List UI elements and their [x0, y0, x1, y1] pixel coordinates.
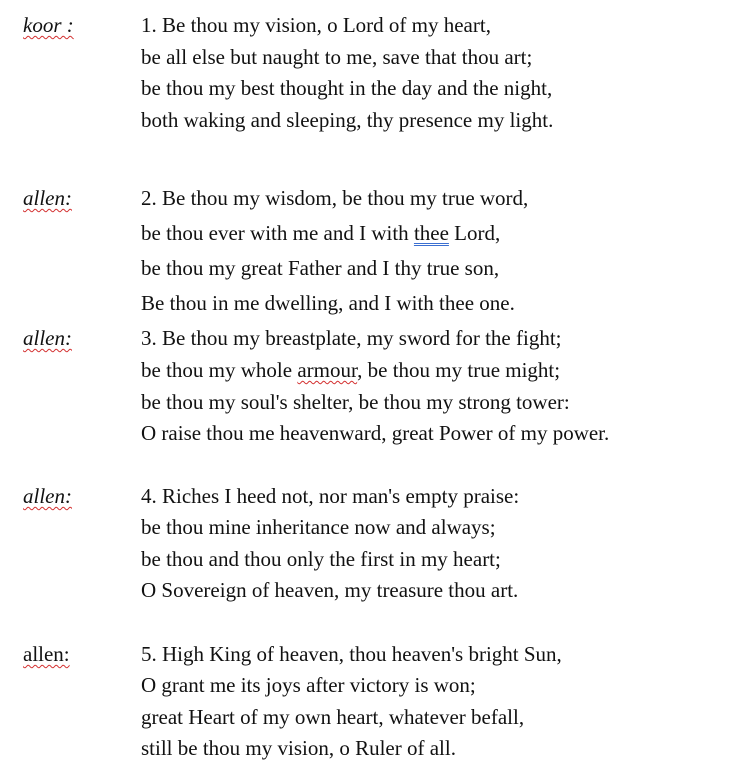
stanza-1-line-2: be all else but naught to me, save that thou art; — [141, 45, 533, 69]
stanza-5-line-4: still be thou my vision, o Ruler of all. — [141, 736, 456, 760]
stanza-5-label: allen: — [23, 642, 70, 666]
grammar-flagged-word[interactable]: thee — [413, 221, 449, 245]
stanza-4-label: allen: — [23, 484, 72, 508]
text-segment: Lord, — [448, 221, 501, 245]
stanza-3-line-2 — [141, 359, 560, 381]
stanza-3-line-4: O raise thou me heavenward, great Power of my power. — [141, 421, 610, 445]
stanza-4-line-3: be thou and thou only the first in my heart; — [141, 547, 501, 571]
stanza-2-line-4: Be thou in me dwelling, and I with thee one. — [141, 291, 515, 315]
spelling-flagged-word[interactable]: armour — [297, 358, 358, 382]
text-segment: , be thou my true might; — [357, 358, 561, 382]
stanza-4-line-2: be thou mine inheritance now and always; — [141, 515, 496, 539]
stanza-5-line-3: great Heart of my own heart, whatever befall, — [141, 705, 525, 729]
stanza-4-line-4: O Sovereign of heaven, my treasure thou art. — [141, 578, 519, 602]
stanza-3-label: allen: — [23, 326, 72, 350]
stanza-1-line-4: both waking and sleeping, thy presence my light. — [141, 108, 554, 132]
text-segment: be thou my whole — [141, 358, 298, 382]
stanza-3-line-3: be thou my soul's shelter, be thou my strong tower: — [141, 390, 570, 414]
stanza-1-line-1: 1. Be thou my vision, o Lord of my heart, — [141, 13, 491, 37]
stanza-3-line-1: 3. Be thou my breastplate, my sword for the fight; — [141, 326, 562, 350]
stanza-1-line-3: be thou my best thought in the day and the night, — [141, 76, 553, 100]
stanza-5-line-1: 5. High King of heaven, thou heaven's bright Sun, — [141, 642, 562, 666]
stanza-2-line-3: be thou my great Father and I thy true son, — [141, 256, 500, 280]
text-segment: be thou ever with me and I with — [141, 221, 414, 245]
stanza-1-label: koor : — [23, 13, 74, 37]
stanza-2-line-2 — [141, 222, 500, 244]
stanza-4-line-1: 4. Riches I heed not, nor man's empty praise: — [141, 484, 520, 508]
stanza-5-line-2: O grant me its joys after victory is won; — [141, 673, 476, 697]
stanza-2-line-1: 2. Be thou my wisdom, be thou my true word, — [141, 186, 529, 210]
stanza-2-label: allen: — [23, 186, 72, 210]
